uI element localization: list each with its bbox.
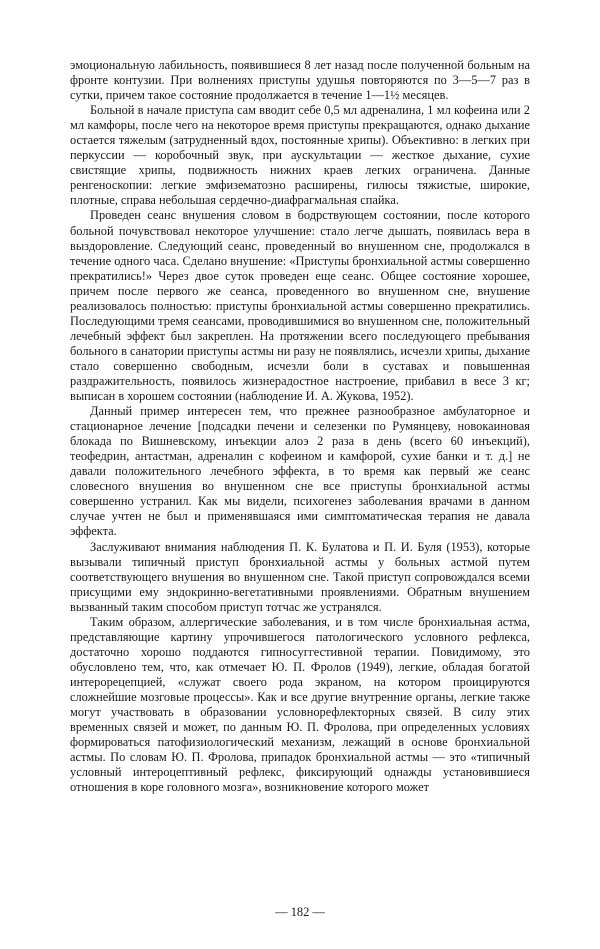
paragraph-4: Данный пример интересен тем, что прежнее разнообразное амбулаторное и стационарное лечение [подсадки печени и селезенки по Румянцеву, новокаиновая блокада по Вишневскому, инъекции алоэ 2 раза в день (всего 60 инъекций), теофедрин, антастман, адреналин с кофеином и камфорой, сухие банки и т. д.] не давали положительного лечебного эффекта, в то время как первый же сеанс словесного внушения во внушенном сне все приступы бронхиальной астмы совершенно устранил. Как мы видели, психогенез заболевания врачами в данном случае учтен не был и применявшаяся ими симптоматическая терапия не давала эффекта.	[70, 404, 530, 539]
paragraph-1: эмоциональную лабильность, появившиеся 8 лет назад после полученной больным на фронте контузии. При волнениях приступы удушья повторяются по 3—5—7 раз в сутки, причем такое состояние продолжается в течение 1—1½ месяцев.	[70, 58, 530, 103]
paragraph-3: Проведен сеанс внушения словом в бодрствующем состоянии, после которого больной почувствовал некоторое улучшение: стало легче дышать, появилась вера в выздоровление. Следующий сеанс, проведенный во внушенном сне, продолжался в течение одного часа. Сделано внушение: «Приступы бронхиальной астмы совершенно прекратились!» Через двое суток проведен еще сеанс. Общее состояние хорошее, причем после первого же сеанса, проведенного во внушенном сне, внушение реализовалось полностью: приступы бронхиальной астмы совершенно прекратились. Последующими тремя сеансами, проводившимися во внушенном сне, положительный лечебный эффект был закреплен. На протяжении всего последующего пребывания больного в санатории приступы астмы ни разу не появлялись, исчезли хрипы, дыхание стало совершенно свободным, исчезли боли в суставах и повышенная раздражительность, появилось жизнерадостное настроение, прибавил в весе 3 кг; выписан в хорошем состоянии (наблюдение И. А. Жукова, 1952).	[70, 208, 531, 404]
page-number: — 182 —	[275, 905, 325, 919]
paragraph-5: Заслуживают внимания наблюдения П. К. Булатова и П. И. Буля (1953), которые вызывали типичный приступ бронхиальной астмы у больных астмой путем соответствующего внушения во внушенном сне. Такой приступ сопровождался всеми присущими ему эндокринно-вегетативными проявлениями. Обратным внушением вызванный таким способом приступ тотчас же устранялся.	[70, 539, 530, 614]
paragraph-6: Таким образом, аллергические заболевания, и в том числе бронхиальная астма, представляющие картину упрочившегося патологического условного рефлекса, достаточно хорошо поддаются гипносуггестивной терапии. Повидимому, это обусловлено тем, что, как отмечает Ю. П. Фролов (1949), легкие, обладая богатой интерорецепцией, «служат своего рода экраном, на котором проицируются сложнейшие мозговые процессы». Как и все другие внутренние органы, легкие также могут участвовать в образовании условнорефлекторных связей. В силу этих временных связей и может, по данным Ю. П. Фролова, при определенных условиях формироваться патофизиологический механизм, лежащий в основе бронхиальной астмы. По словам Ю. П. Фролова, припадок бронхиальной астмы — это «типичный условный интероцептивный рефлекс, фиксирующий однажды установившиеся отношения в коре головного мозга», возникновение которого может	[70, 614, 530, 795]
paragraph-2: Больной в начале приступа сам вводит себе 0,5 мл адреналина, 1 мл кофеина или 2 мл камфоры, после чего на некоторое время приступы прекращаются, однако дыхание остается тяжелым (затрудненный вдох, постоянные хрипы). Объективно: в легких при перкуссии — коробочный звук, при аускультации — жесткое дыхание, сухие свистящие хрипы, подвижность нижних краев легких ограничена. Данные ренгеноскопии: легкие эмфизематозно расширены, гилюсы тяжистые, широкие, плотные, справа небольшая сердечно-диафрагмальная спайка.	[70, 103, 530, 208]
body-text	[70, 58, 530, 795]
